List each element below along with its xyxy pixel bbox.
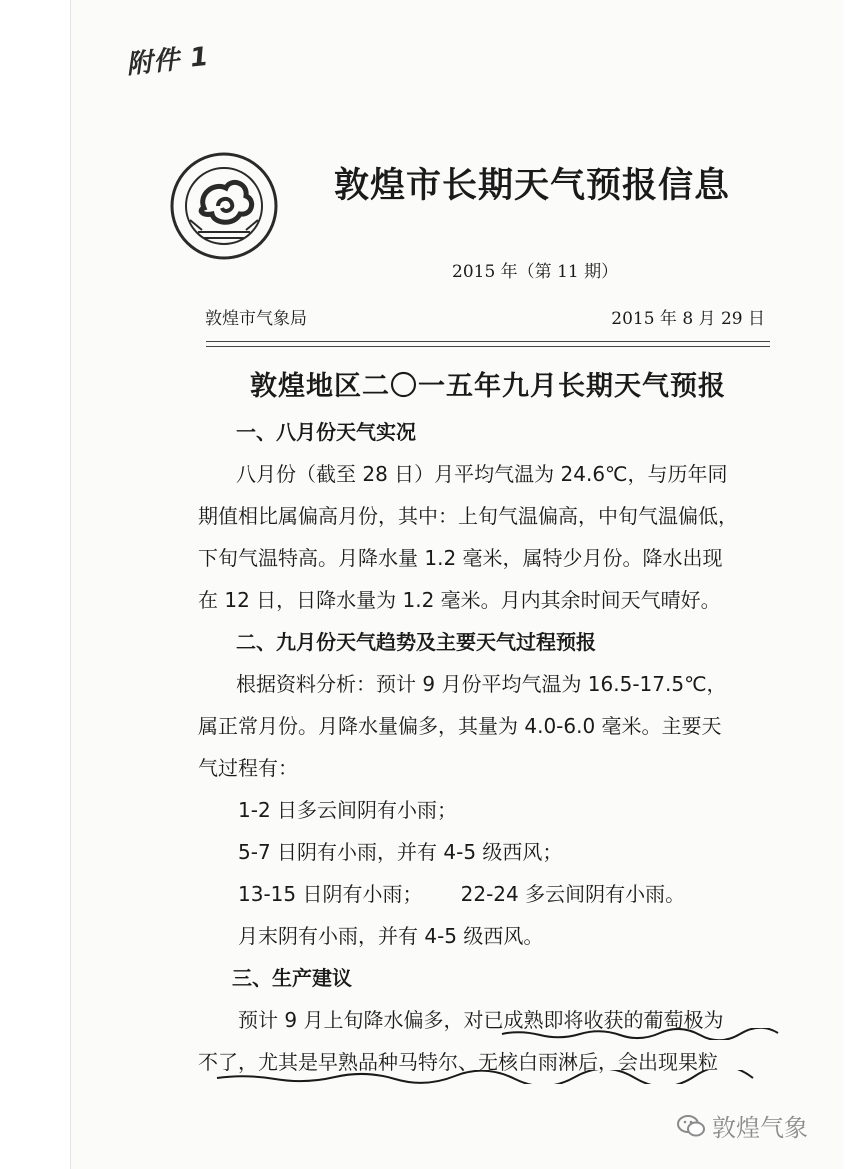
paragraph-line: 八月份（截至 28 日）月平均气温为 24.6℃，与历年同 xyxy=(236,462,728,486)
watermark xyxy=(676,1108,808,1143)
paragraph-line: 属正常月份。月降水量偏多，其量为 4.0-6.0 毫米。主要天 xyxy=(198,714,722,738)
paragraph-line: 期值相比属偏高月份，其中：上旬气温偏高，中旬气温偏低， xyxy=(198,504,738,528)
issue-date: 2015 年 8 月 29 日 xyxy=(611,309,765,329)
section-heading-1: 一、八月份天气实况 xyxy=(236,420,416,444)
forecast-item: 5-7 日阴有小雨，并有 4-5 级西风； xyxy=(238,840,563,864)
paragraph-line: 气过程有： xyxy=(198,756,298,780)
section-heading-2: 二、九月份天气趋势及主要天气过程预报 xyxy=(236,630,596,654)
page-title: 敦煌市长期天气预报信息 xyxy=(334,165,731,206)
issue-number: 2015 年（第 11 期） xyxy=(452,262,619,282)
watermark-text: 敦煌气象 xyxy=(712,1114,808,1142)
forecast-item: 13-15 日阴有小雨； 22-24 多云间阴有小雨。 xyxy=(238,882,686,906)
paragraph-line: 在 12 日，日降水量为 1.2 毫米。月内其余时间天气晴好。 xyxy=(198,588,721,612)
section-heading-3: 三、生产建议 xyxy=(232,966,352,990)
forecast-item: 1-2 日多云间阴有小雨； xyxy=(238,798,458,822)
header-divider xyxy=(206,341,770,347)
wechat-icon xyxy=(676,1113,706,1139)
meteorology-logo-icon xyxy=(168,150,280,262)
paragraph-line: 不了，尤其是早熟品种马特尔、无核白雨淋后，会出现果粒 xyxy=(198,1050,718,1074)
agency-name: 敦煌市气象局 xyxy=(205,309,307,329)
paragraph-line: 预计 9 月上旬降水偏多，对已成熟即将收获的葡萄极为 xyxy=(238,1008,724,1032)
handwritten-note: 附件 1 xyxy=(124,41,211,81)
doc-title: 敦煌地区二〇一五年九月长期天气预报 xyxy=(250,371,726,402)
paragraph-line: 下旬气温特高。月降水量 1.2 毫米，属特少月份。降水出现 xyxy=(198,546,723,570)
forecast-item: 月末阴有小雨，并有 4-5 级西风。 xyxy=(238,924,544,948)
paragraph-line: 根据资料分析：预计 9 月份平均气温为 16.5-17.5℃， xyxy=(236,672,727,696)
meta-row xyxy=(205,304,765,329)
